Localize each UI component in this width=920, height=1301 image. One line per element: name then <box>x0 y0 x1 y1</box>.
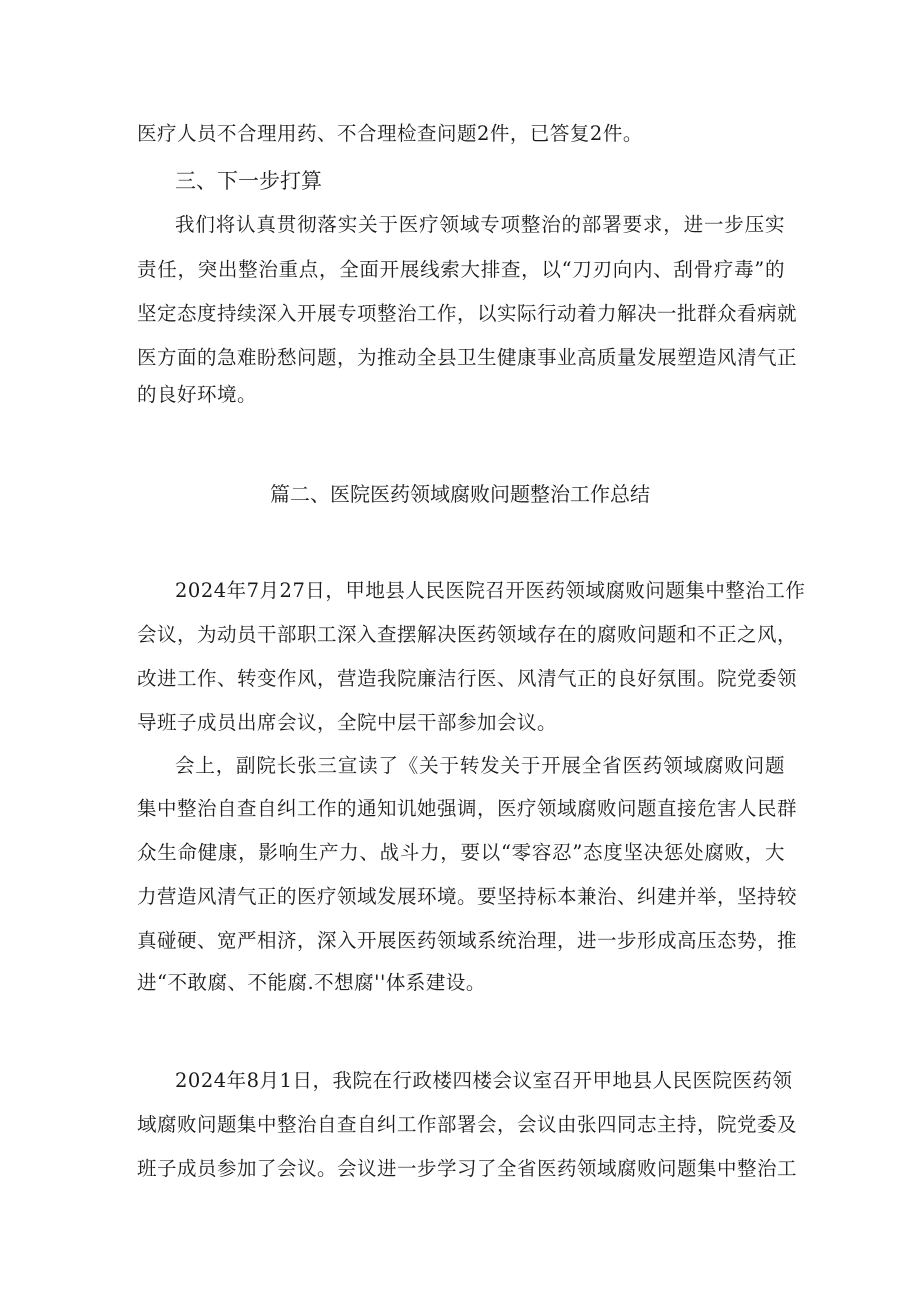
paragraph-line: 众生命健康，影响生产力、战斗力，要以“零容忍”态度坚决惩处腐败，大 <box>137 841 785 864</box>
paragraph-line: 班子成员参加了会议。会议进一步学习了全省医药领域腐败问题集中整治工 <box>137 1157 798 1180</box>
article-title: 篇二、医院医药领域腐败问题整治工作总结 <box>270 482 650 506</box>
paragraph-line: 的良好环境。 <box>137 383 258 406</box>
paragraph-line: 改进工作、转变作风，营造我院廉洁行医、风清气正的良好氛围。院党委领 <box>137 667 798 690</box>
paragraph-line: 进“不敢腐、不能腐.不想腐''体系建设。 <box>137 971 486 994</box>
paragraph-line: 导班子成员出席会议，全院中层干部参加会议。 <box>137 711 558 734</box>
paragraph-line: 责任，突出整治重点，全面开展线索大排查，以“刀刃向内、刮骨疗毒”的 <box>137 258 785 281</box>
paragraph-line: 2024年8月1日，我院在行政楼四楼会议室召开甲地县人民医院医药领 <box>175 1069 793 1092</box>
paragraph-line: 真碰硬、宽严相济，深入开展医药领域系统治理，进一步形成高压态势，推 <box>137 929 798 952</box>
paragraph-line: 集中整治自查自纠工作的通知讥她强调，医疗领域腐败问题直接危害人民群 <box>137 797 798 820</box>
paragraph-line: 力营造风清气正的医疗领域发展环境。要坚持标本兼治、纠建并举，坚持较 <box>137 885 798 908</box>
paragraph-line: 医疗人员不合理用药、不合理检查问题2件，已答复2件。 <box>137 122 643 145</box>
paragraph-line: 2024年7月27日，甲地县人民医院召开医药领域腐败问题集中整治工作 <box>175 579 806 602</box>
paragraph-line: 会上，副院长张三宣读了《关于转发关于开展全省医药领域腐败问题 <box>175 754 785 777</box>
paragraph-line: 医方面的急难盼愁问题，为推动全县卫生健康事业高质量发展塑造风清气正 <box>137 346 798 369</box>
paragraph-line: 会议，为动员干部职工深入查摆解决医药领域存在的腐败问题和不正之风， <box>137 623 798 646</box>
paragraph-line: 域腐败问题集中整治自查自纠工作部署会，会议由张四同志主持，院党委及 <box>137 1113 798 1136</box>
section-heading: 三、下一步打算 <box>175 169 322 193</box>
paragraph-line: 坚定态度持续深入开展专项整治工作，以实际行动着力解决一批群众看病就 <box>137 302 798 325</box>
paragraph-line: 我们将认真贯彻落实关于医疗领域专项整治的部署要求，进一步压实 <box>175 213 785 236</box>
